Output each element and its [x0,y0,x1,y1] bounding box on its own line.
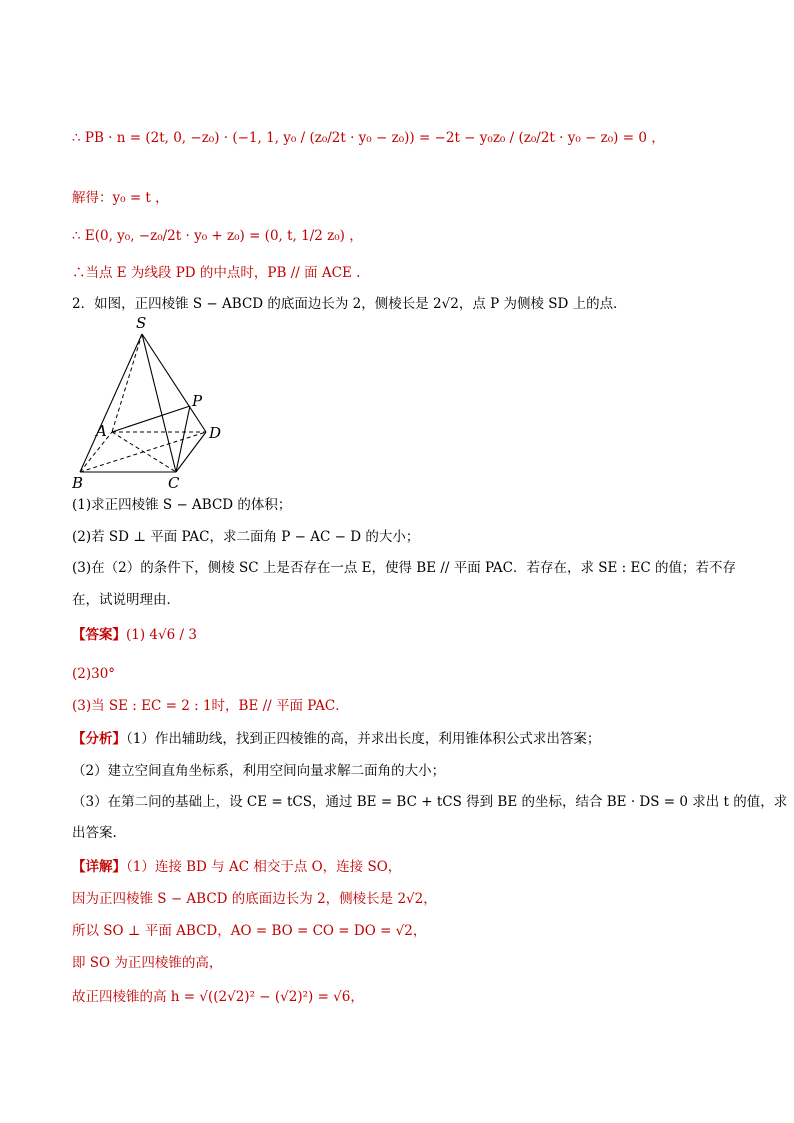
line-2 [72,188,169,208]
pyramid-figure [72,312,232,492]
question-2: (2)若 SD ⊥ 平面 PAC，求二面角 P − AC − D 的大小； [72,529,420,545]
question-1: (1)求正四棱锥 S − ABCD 的体积； [72,497,292,513]
equation-pb-n: ∴ PB · n = (2t, 0, −z₀) · (−1, 1, y₀ / (z₀/2t · y₀ − z₀)) = −2t − y₀z₀ / (z₀/2t · y₀ − z₀) = 0 ， [72,130,665,146]
problem-statement: 2．如图，正四棱锥 S − ABCD 的底面边长为 2，侧棱长是 2√2，点 P 为侧棱 SD 上的点． [72,296,627,312]
question-3a: (3)在（2）的条件下，侧棱 SC 上是否存在一点 E，使得 BE // 平面 PAC．若存在，求 SE : EC 的值；若不存 [72,560,736,576]
answer-2: (2)30° [72,666,116,682]
answer-3: (3)当 SE : EC = 2 : 1时，BE // 平面 PAC． [72,698,349,714]
answer-line-3 [72,696,349,716]
answer-1: (1) 4√6 / 3 [126,627,197,643]
detail-line-5: 故正四棱锥的高 h = √((2√2)² − (√2)²) = √6， [72,989,364,1005]
line-3 [72,226,363,246]
detail-line-2: 因为正四棱锥 S − ABCD 的底面边长为 2，侧棱长是 2√2， [72,891,437,907]
line-1 [72,128,665,148]
edge-SD [142,334,206,432]
answer-tag: 【答案】 [72,627,126,643]
detail-line-3: 所以 SO ⊥ 平面 ABCD，AO = BO = CO = DO = √2， [72,923,427,939]
analysis-line-2: （2）建立空间直角坐标系，利用空间向量求解二面角的大小； [72,763,446,779]
analysis-tag: 【分析】 [72,731,126,747]
line-4 [72,263,360,283]
detail-line-1: 【详解】（1）连接 BD 与 AC 相交于点 O，连接 SO， [72,859,402,875]
label-C: C [168,474,180,492]
answer-line-2 [72,664,115,684]
detail-tag: 【详解】 [72,859,126,875]
conclusion-line: ∴当点 E 为线段 PD 的中点时，PB // 面 ACE . [72,265,361,281]
label-P: P [192,392,203,410]
analysis-line-1: 【分析】（1）作出辅助线，找到正四棱锥的高，并求出长度，利用锥体积公式求出答案； [72,731,601,747]
edge-SB [80,334,142,472]
answer-line-1 [72,625,197,645]
label-A: A [96,422,107,440]
edge-SC [142,334,176,472]
label-B: B [72,474,84,492]
question-3b: 在，试说明理由． [72,592,180,608]
detail-line-4: 即 SO 为正四棱锥的高， [72,955,223,971]
equation-solve: 解得：y₀ = t ， [72,190,169,206]
equation-point-e: ∴ E(0, y₀, −z₀/2t · y₀ + z₀) = (0, t, 1/2 z₀) ， [72,228,363,244]
edge-AC-hidden [112,432,176,472]
edge-SA-hidden [112,334,142,432]
analysis-line-3b: 出答案. [72,825,117,841]
label-D: D [209,424,222,442]
analysis-line-3a: （3）在第二问的基础上，设 CE = tCS，通过 BE = BC + tCS 得到 BE 的坐标，结合 BE · DS = 0 求出 t 的值，求 [72,794,788,810]
edge-AP [112,406,190,432]
label-S: S [136,314,147,332]
